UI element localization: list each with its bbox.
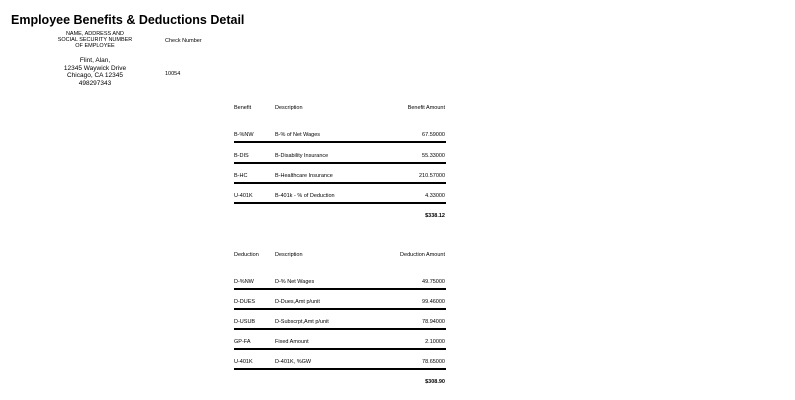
benefit-description: B-Disability Insurance [275, 153, 329, 159]
check-number-header: Check Number [165, 38, 202, 44]
deduction-code: D-USUB [234, 319, 256, 325]
benefit-description: B-% of Net Wages [275, 132, 321, 138]
benefit-amount-header: Benefit Amount [407, 105, 445, 111]
table-row [234, 279, 446, 286]
employee-address-line2: Chicago, CA 12345 [66, 72, 123, 79]
report-title: Employee Benefits & Deductions Detail [11, 13, 245, 27]
benefit-code: U-401K [234, 193, 253, 199]
employee-header-line: OF EMPLOYEE [75, 43, 115, 49]
deductions-total: $308.90 [425, 379, 445, 385]
row-divider [234, 348, 446, 350]
benefit-code: B-%NW [234, 132, 254, 138]
benefit-amount: 55.33000 [422, 153, 445, 159]
row-divider [234, 202, 446, 204]
row-divider [234, 182, 446, 184]
check-number-value: 10054 [165, 71, 181, 77]
benefit-description: B-401k - % of Deduction [275, 193, 335, 199]
deductions-header-row [234, 252, 446, 259]
deduction-code: D-DUES [234, 299, 256, 305]
benefits-total: $338.12 [425, 213, 445, 219]
benefit-code: B-DIS [234, 153, 249, 159]
employee-header [40, 31, 150, 49]
benefit-code: B-HC [234, 173, 248, 179]
deduction-description: Fixed Amount [275, 339, 309, 345]
table-row [234, 193, 446, 200]
table-row [234, 153, 446, 160]
table-row [234, 319, 446, 326]
employee-info [40, 57, 150, 87]
deduction-code: U-401K [234, 359, 253, 365]
benefit-description-header: Description [275, 105, 303, 111]
deduction-description: D-Subscrpt,Amt p/unit [275, 319, 329, 325]
table-row [234, 173, 446, 180]
benefit-code-header: Benefit [234, 105, 252, 111]
table-row [234, 339, 446, 346]
deduction-description-header: Description [275, 252, 303, 258]
table-row [234, 132, 446, 139]
deduction-amount: 49.75000 [422, 279, 445, 285]
deduction-amount: 78.94000 [422, 319, 445, 325]
benefits-header-row [234, 105, 446, 112]
deduction-code-header: Deduction [234, 252, 259, 258]
deduction-code: GP-FA [234, 339, 251, 345]
deductions-table [234, 252, 446, 385]
benefits-table [234, 105, 446, 219]
benefit-amount: 210.57000 [419, 173, 445, 179]
employee-header-line: NAME, ADDRESS AND [65, 31, 125, 37]
row-divider [234, 288, 446, 290]
deduction-amount: 99.46000 [422, 299, 445, 305]
deduction-description: D-% Net Wages [275, 279, 315, 285]
employee-name: Flint, Alan, [79, 57, 111, 64]
deduction-amount-header: Deduction Amount [400, 252, 445, 258]
deduction-description: D-Dues,Amt p/unit [275, 299, 320, 305]
employee-header-line: SOCIAL SECURITY NUMBER [57, 37, 133, 43]
row-divider [234, 308, 446, 310]
row-divider [234, 328, 446, 330]
employee-address-line1: 12345 Waywick Drive [63, 64, 127, 72]
table-row [234, 359, 446, 366]
benefit-amount: 67.59000 [422, 132, 445, 138]
table-row [234, 299, 446, 306]
row-divider [234, 141, 446, 143]
benefit-description: B-Healthcare Insurance [275, 173, 333, 179]
row-divider [234, 162, 446, 164]
row-divider [234, 368, 446, 370]
employee-ssn: 498297343 [78, 79, 112, 87]
deduction-amount: 2.10000 [425, 339, 445, 345]
deduction-code: D-%NW [234, 279, 254, 285]
deduction-description: D-401K, %GW [275, 359, 312, 365]
deduction-amount: 78.65000 [422, 359, 445, 365]
benefit-amount: 4.33000 [425, 193, 445, 199]
